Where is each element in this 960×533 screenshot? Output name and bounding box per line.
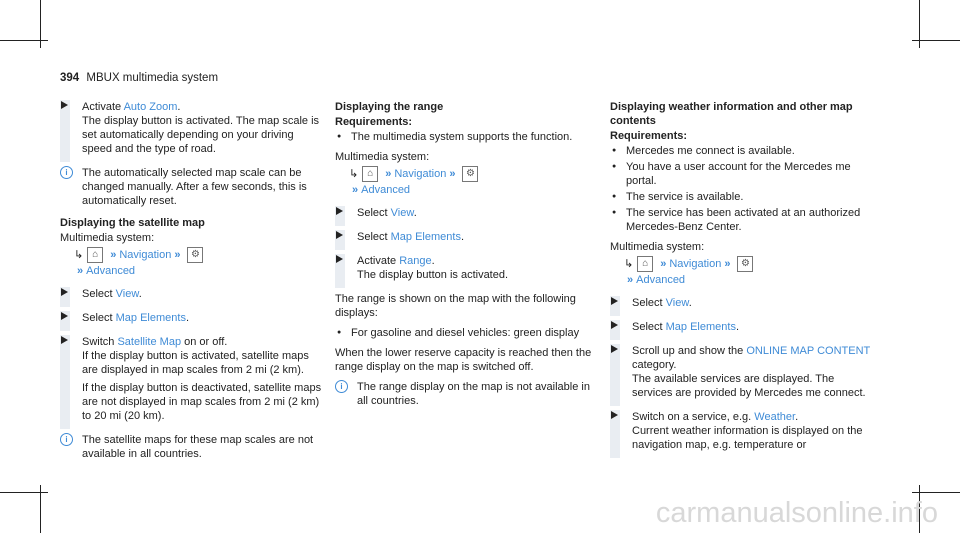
- step-text: Select: [632, 321, 666, 333]
- crop-mark: [0, 492, 48, 493]
- double-chevron-icon: »: [627, 274, 634, 286]
- step-select-view: [335, 206, 597, 220]
- info-icon: i: [60, 166, 73, 179]
- step-online-map-content: [610, 344, 872, 400]
- gear-icon: ⚙: [737, 256, 753, 272]
- weather-link[interactable]: Weather: [754, 411, 796, 423]
- requirements-label: Requirements:: [335, 116, 413, 128]
- step-select-map-elements: [610, 320, 872, 334]
- crop-mark: [0, 40, 48, 41]
- step-text: Select: [82, 288, 116, 300]
- step-text: Activate: [82, 101, 124, 113]
- note-text: The automatically selected map scale can be changed manually. After a few seconds, this is automatically reset.: [82, 167, 307, 207]
- step-text: category.: [632, 359, 677, 371]
- menu-path: [335, 166, 597, 198]
- info-icon: i: [60, 433, 73, 446]
- column-1: [60, 100, 322, 469]
- column-2: [335, 100, 597, 416]
- step-satellite-map: [60, 335, 322, 423]
- step-arrow-icon: [61, 288, 68, 296]
- double-chevron-icon: »: [724, 258, 731, 270]
- home-icon: ⌂: [362, 166, 378, 182]
- step-text: .: [185, 312, 190, 324]
- list-item: ● The multimedia system supports the function.: [335, 130, 597, 144]
- step-desc: The display button is activated.: [357, 269, 509, 281]
- step-select-map-elements: [60, 311, 322, 325]
- map-elements-link[interactable]: Map Elements: [115, 312, 186, 324]
- step-bar: [610, 344, 620, 406]
- step-text: .: [735, 321, 740, 333]
- return-arrow-icon: ↳: [74, 249, 84, 261]
- note-text: The satellite maps for these map scales are not available in all countries.: [82, 434, 314, 460]
- double-chevron-icon: »: [77, 265, 84, 277]
- step-arrow-icon: [336, 255, 343, 263]
- note-satellite: [60, 433, 322, 461]
- menu-path: [60, 247, 322, 279]
- step-desc: If the display button is activated, satellite maps are displayed in map scales from 2 mi (2 km).: [82, 350, 309, 376]
- step-text: Activate: [357, 255, 400, 267]
- page-title: MBUX multimedia system: [86, 72, 219, 84]
- step-text: Select: [357, 207, 391, 219]
- double-chevron-icon: »: [660, 258, 667, 270]
- list-item: ● You have a user account for the Mercedes me portal.: [610, 160, 872, 188]
- path-label: Multimedia system:: [60, 232, 155, 244]
- section-heading: Displaying the range: [335, 101, 444, 113]
- step-bar: [60, 100, 70, 162]
- step-desc: If the display button is deactivated, satellite maps are not displayed in map scales from 2 mi (2 km) to 20 mi (20 km).: [82, 382, 322, 422]
- double-chevron-icon: »: [449, 168, 456, 180]
- view-link[interactable]: View: [390, 207, 414, 219]
- step-arrow-icon: [611, 321, 618, 329]
- crop-mark: [912, 492, 960, 493]
- view-link[interactable]: View: [665, 297, 689, 309]
- step-activate-range: [335, 254, 597, 282]
- path-label: Multimedia system:: [335, 151, 430, 163]
- step-text: .: [431, 255, 435, 267]
- gear-icon: ⚙: [187, 247, 203, 263]
- step-arrow-icon: [611, 345, 618, 353]
- view-link[interactable]: View: [115, 288, 139, 300]
- auto-zoom-link[interactable]: Auto Zoom: [123, 101, 178, 113]
- note-range: [335, 380, 597, 408]
- watermark: carmanualsonline.info: [655, 497, 938, 529]
- step-text: Select: [82, 312, 116, 324]
- menu-path: [610, 256, 872, 288]
- section-heading: Displaying the satellite map: [60, 217, 205, 229]
- crop-mark: [912, 40, 960, 41]
- paragraph: The range is shown on the map with the following displays:: [335, 293, 576, 319]
- info-icon: i: [335, 380, 348, 393]
- step-text: Select: [632, 297, 666, 309]
- list-item: ● The service has been activated at an authorized Mercedes-Benz Center.: [610, 206, 872, 234]
- note-auto-zoom: [60, 166, 322, 208]
- online-map-content-link[interactable]: ONLINE MAP CONTENT: [746, 345, 871, 357]
- range-link[interactable]: Range: [399, 255, 432, 267]
- step-arrow-icon: [611, 411, 618, 419]
- path-label: Multimedia system:: [610, 241, 705, 253]
- step-select-view: [610, 296, 872, 310]
- double-chevron-icon: »: [110, 249, 117, 261]
- step-select-view: [60, 287, 322, 301]
- double-chevron-icon: »: [385, 168, 392, 180]
- step-text: Select: [357, 231, 391, 243]
- paragraph: When the lower reserve capacity is reached then the range display on the map is switched off.: [335, 347, 592, 373]
- step-arrow-icon: [61, 101, 68, 109]
- double-chevron-icon: »: [352, 184, 359, 196]
- satellite-map-link[interactable]: Satellite Map: [117, 336, 182, 348]
- step-text: .: [460, 231, 465, 243]
- advanced-link[interactable]: Advanced: [636, 274, 686, 286]
- list-item: ● For gasoline and diesel vehicles: green display: [335, 326, 597, 340]
- return-arrow-icon: ↳: [624, 258, 634, 270]
- section-heading: Displaying weather information and other map contents: [610, 101, 853, 127]
- step-text: on or off.: [181, 336, 228, 348]
- advanced-link[interactable]: Advanced: [361, 184, 411, 196]
- home-icon: ⌂: [637, 256, 653, 272]
- list-item: ● Mercedes me connect is available.: [610, 144, 872, 158]
- list-item: ● The service is available.: [610, 190, 872, 204]
- navigation-link[interactable]: Navigation: [119, 249, 172, 261]
- step-text: Scroll up and show the: [632, 345, 747, 357]
- step-desc: Current weather information is displayed on the navigation map, e.g. temperature or: [632, 425, 863, 451]
- page-header: [60, 72, 218, 84]
- step-desc: The display button is activated. The map scale is set automatically depending on your driving speed and the type of road.: [82, 115, 320, 155]
- page-number: 394: [60, 72, 80, 84]
- step-arrow-icon: [61, 312, 68, 320]
- column-3: [610, 100, 872, 462]
- advanced-link[interactable]: Advanced: [86, 265, 136, 277]
- step-select-map-elements: [335, 230, 597, 244]
- navigation-link[interactable]: Navigation: [394, 168, 447, 180]
- step-text: .: [688, 297, 692, 309]
- step-text: .: [138, 288, 142, 300]
- step-text: Switch on a service, e.g.: [632, 411, 755, 423]
- step-switch-service: [610, 410, 872, 452]
- step-text: .: [795, 411, 799, 423]
- step-text: .: [413, 207, 417, 219]
- return-arrow-icon: ↳: [349, 168, 359, 180]
- map-elements-link[interactable]: Map Elements: [390, 231, 461, 243]
- step-arrow-icon: [336, 231, 343, 239]
- step-desc: The available services are displayed. The services are provided by Mercedes me connect.: [632, 373, 866, 399]
- requirements-label: Requirements:: [610, 130, 688, 142]
- note-text: The range display on the map is not available in all countries.: [357, 381, 590, 407]
- map-elements-link[interactable]: Map Elements: [665, 321, 736, 333]
- step-arrow-icon: [336, 207, 343, 215]
- home-icon: ⌂: [87, 247, 103, 263]
- navigation-link[interactable]: Navigation: [669, 258, 722, 270]
- step-arrow-icon: [61, 336, 68, 344]
- step-text: Switch: [82, 336, 118, 348]
- gear-icon: ⚙: [462, 166, 478, 182]
- step-bar: [60, 335, 70, 429]
- step-arrow-icon: [611, 297, 618, 305]
- step-auto-zoom: [60, 100, 322, 156]
- step-text: .: [177, 101, 181, 113]
- double-chevron-icon: »: [174, 249, 181, 261]
